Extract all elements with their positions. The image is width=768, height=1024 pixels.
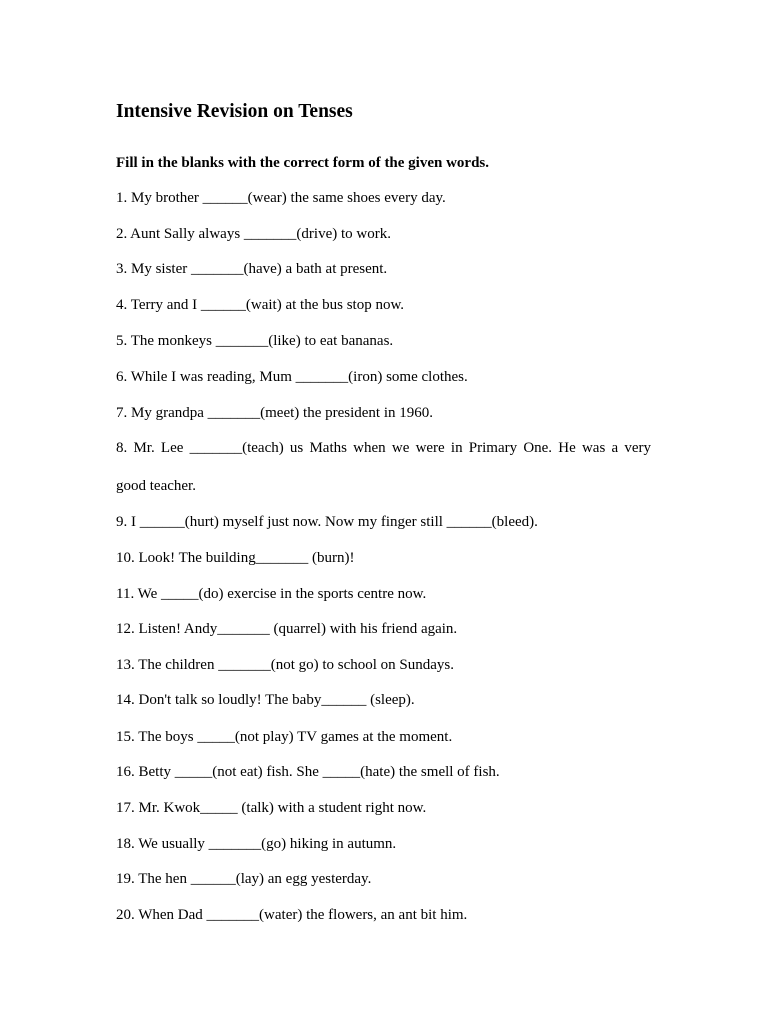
question-11: 11. We _____(do) exercise in the sports centre now. — [116, 586, 427, 602]
question-19: 19. The hen ______(lay) an egg yesterday. — [116, 871, 372, 887]
question-8-line-2: good teacher. — [116, 478, 196, 494]
question-2: 2. Aunt Sally always _______(drive) to work. — [116, 226, 391, 242]
question-13: 13. The children _______(not go) to school on Sundays. — [116, 657, 455, 673]
question-9: 9. I ______(hurt) myself just now. Now my finger still ______(bleed). — [116, 514, 538, 530]
question-17: 17. Mr. Kwok_____ (talk) with a student right now. — [116, 800, 427, 816]
question-20: 20. When Dad _______(water) the flowers, an ant bit him. — [116, 907, 468, 923]
question-18: 18. We usually _______(go) hiking in autumn. — [116, 836, 397, 852]
page-title: Intensive Revision on Tenses — [116, 101, 353, 122]
question-6: 6. While I was reading, Mum _______(iron) some clothes. — [116, 369, 468, 385]
question-14: 14. Don't talk so loudly! The baby______ (sleep). — [116, 692, 415, 708]
question-7: 7. My grandpa _______(meet) the president in 1960. — [116, 405, 434, 421]
instruction-text: Fill in the blanks with the correct form of the given words. — [116, 155, 490, 171]
question-12: 12. Listen! Andy_______ (quarrel) with his friend again. — [116, 621, 458, 637]
question-5: 5. The monkeys _______(like) to eat bananas. — [116, 333, 394, 349]
question-4: 4. Terry and I ______(wait) at the bus stop now. — [116, 297, 405, 313]
question-15: 15. The boys _____(not play) TV games at the moment. — [116, 729, 453, 745]
question-16: 16. Betty _____(not eat) fish. She _____(hate) the smell of fish. — [116, 764, 500, 780]
question-8-line-1: 8. Mr. Lee _______(teach) us Maths when we were in Primary One. He was a very — [116, 440, 651, 456]
question-1: 1. My brother ______(wear) the same shoes every day. — [116, 190, 446, 206]
question-10: 10. Look! The building_______ (burn)! — [116, 550, 355, 566]
question-3: 3. My sister _______(have) a bath at present. — [116, 261, 388, 277]
